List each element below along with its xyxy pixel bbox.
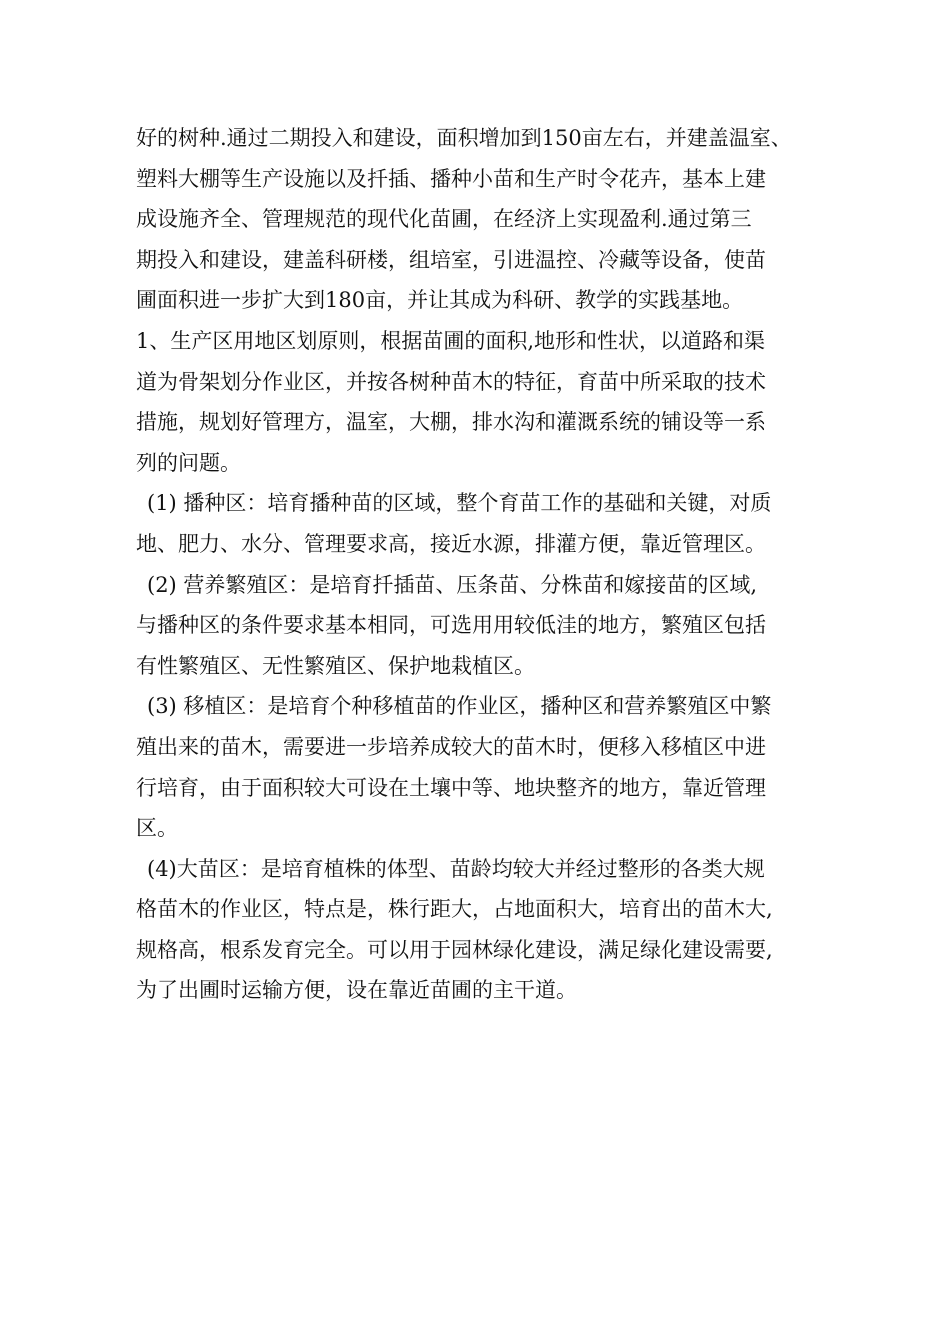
list-item-line: (2) 营养繁殖区：是培育扦插苗、压条苗、分株苗和嫁接苗的区域, (147, 572, 758, 597)
paragraph-line: 格苗木的作业区，特点是，株行距大，占地面积大，培育出的苗木大, (136, 897, 773, 922)
paragraph-line: 措施，规划好管理方，温室，大棚，排水沟和灌溉系统的铺设等一系 (136, 410, 766, 435)
paragraph-line: 1、生产区用地区划原则，根据苗圃的面积,地形和性状，以道路和渠 (136, 328, 766, 353)
paragraph-line: 为了出圃时运输方便，设在靠近苗圃的主干道。 (136, 978, 577, 1003)
paragraph-line: 区。 (136, 816, 178, 841)
paragraph-line: 塑料大棚等生产设施以及扦插、播种小苗和生产时令花卉，基本上建 (136, 166, 766, 191)
paragraph-line: 期投入和建设，建盖科研楼，组培室，引进温控、冷藏等设备，使苗 (136, 247, 766, 272)
paragraph-line: 与播种区的条件要求基本相同，可选用用较低洼的地方，繁殖区包括 (136, 613, 766, 638)
document-body (136, 118, 826, 1011)
paragraph-line: 好的树种.通过二期投入和建设，面积增加到150亩左右，并建盖温室、 (136, 126, 792, 150)
list-item-line: (1) 播种区：培育播种苗的区域，整个育苗工作的基础和关键，对质 (147, 491, 772, 516)
paragraph-line: 成设施齐全、管理规范的现代化苗圃，在经济上实现盈利.通过第三 (136, 207, 752, 232)
paragraph-line: 列的问题。 (136, 450, 241, 475)
paragraph-line: 地、肥力、水分、管理要求高，接近水源，排灌方便，靠近管理区。 (136, 531, 766, 556)
list-item-line: (3) 移植区：是培育个种移植苗的作业区，播种区和营养繁殖区中繁 (147, 694, 772, 719)
paragraph-line: 有性繁殖区、无性繁殖区、保护地栽植区。 (136, 653, 535, 678)
paragraph-line: 殖出来的苗木，需要进一步培养成较大的苗木时，便移入移植区中进 (136, 734, 766, 759)
list-item-line: (4)大苗区：是培育植株的体型、苗龄均较大并经过整形的各类大规 (147, 856, 765, 881)
paragraph-line: 规格高，根系发育完全。可以用于园林绿化建设，满足绿化建设需要, (136, 937, 773, 962)
paragraph-line: 行培育，由于面积较大可设在土壤中等、地块整齐的地方，靠近管理 (136, 775, 766, 800)
paragraph-line: 圃面积进一步扩大到180亩，并让其成为科研、教学的实践基地。 (136, 288, 744, 313)
paragraph-line: 道为骨架划分作业区，并按各树种苗木的特征，育苗中所采取的技术 (136, 369, 766, 394)
